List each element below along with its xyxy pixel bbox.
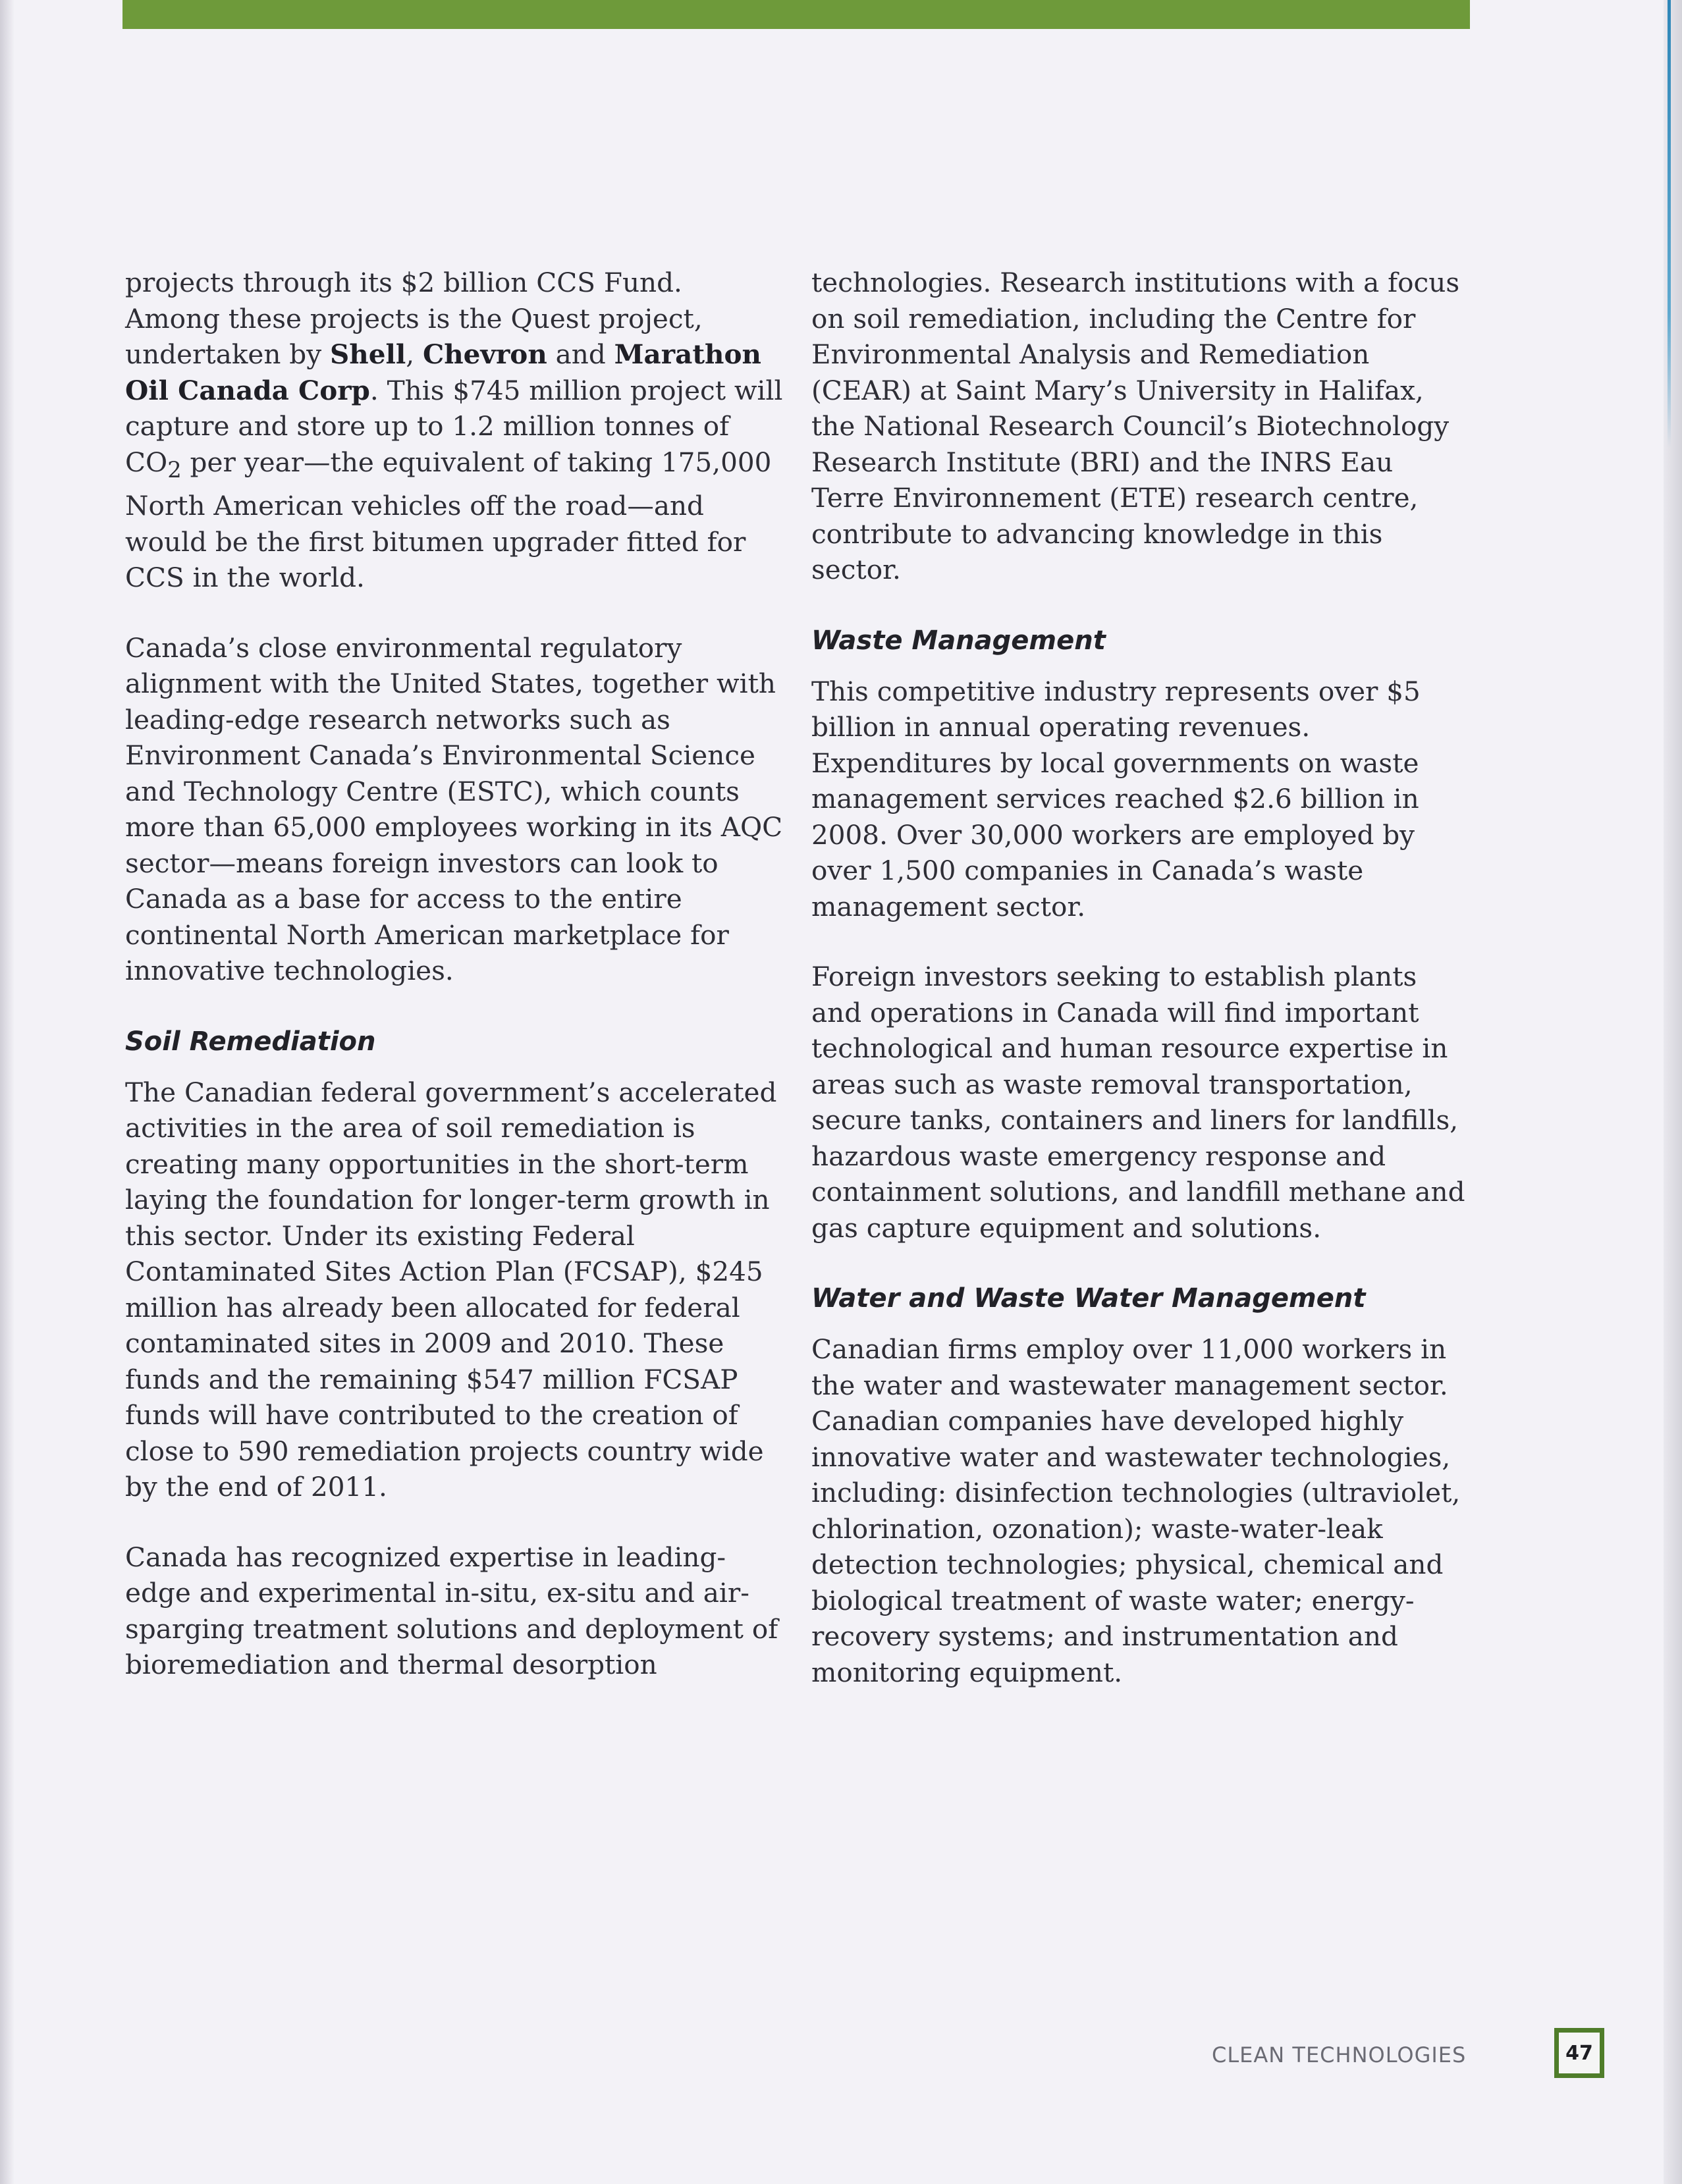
page-number: 47	[1565, 2041, 1593, 2065]
section-label: CLEAN TECHNOLOGIES	[1212, 2042, 1467, 2067]
soil-remediation-paragraph: The Canadian federal government’s accelerated activities in the area of soil remediation is creating many opportunities in the short-term laying the foundation for longer-term growth in this sector. Under its existing Federal Contaminated Sites Action Plan (FCSAP), $245 million has already been allocated for federal contaminated sites in 2009 and 2010. These funds and the remaining $547 million FCSAP funds will have contributed to the creation of close to 590 remediation projects country wide by the end of 2011.	[125, 1076, 777, 1503]
research-institutions-paragraph: technologies. Research institutions with a focus on soil remediation, including the Centre for Environmental Analysis and Remediation (CEAR) at Saint Mary’s University in Halifax, the National Research Council’s Biotechnology Research Institute (BRI) and the INRS Eau Terre Environnement (ETE) research centre, contribute to advancing knowledge in this sector.	[811, 267, 1460, 585]
waste-industry-paragraph: This competitive industry represents over $5 billion in annual operating revenues. Expenditures by local governments on waste management services reached $2.6 billion in 2008. Over 30,000 workers are employed by over 1,500 companies in Canada’s waste management sector.	[811, 675, 1421, 922]
page-right-edge	[1664, 0, 1682, 2184]
waste-management-heading: Waste Management	[811, 625, 1106, 656]
soil-remediation-heading: Soil Remediation	[125, 1026, 376, 1057]
regulatory-alignment-paragraph: Canada’s close environmental regulatory alignment with the United States, together with leading-edge research networks such as Environment Canada’s Environmental Science and Technology Centre (ESTC), which counts more than 65,000 employees working in its AQC sector—means foreign investors can look to Canada as a base for access to the entire continental North American marketplace for innovative technologies.	[125, 631, 783, 987]
soil-expertise-paragraph: Canada has recognized expertise in leading-edge and experimental in-situ, ex-situ and air-sparging treatment solutions and deployment of bioremediation and thermal desorption	[125, 1541, 778, 1681]
page-number-box	[1554, 2028, 1604, 2078]
page-gutter-shadow	[0, 0, 14, 2184]
waste-investors-paragraph: Foreign investors seeking to establish plants and operations in Canada will find important technological and human resource expertise in areas such as waste removal transportation, secure tanks, containers and liners for landfills, hazardous waste emergency response and containment solutions, and landfill methane and gas capture equipment and solutions.	[811, 961, 1465, 1244]
text-segment: ,	[406, 338, 423, 370]
edge-blue-stripe	[1668, 0, 1671, 448]
company-name: Marathon Oil Canada Corp	[125, 338, 761, 406]
header-accent-bar	[122, 0, 1470, 29]
quest-project-paragraph	[125, 265, 784, 596]
text-segment: . This $745 million project will capture and store up to 1.2 million tonnes of CO	[125, 374, 783, 478]
water-management-heading: Water and Waste Water Management	[811, 1283, 1366, 1314]
left-column	[125, 265, 784, 1717]
text-segment: and	[547, 338, 614, 370]
right-column	[811, 265, 1470, 1724]
text-segment: projects through its $2 billion CCS Fund. Among these projects is the Quest project, undertaken by	[125, 267, 703, 370]
company-name: Chevron	[422, 338, 547, 370]
text-segment: per year—the equivalent of taking 175,000 North American vehicles off the road—and would be the first bitumen upgrader fitted for CCS in the world.	[125, 446, 772, 594]
company-name: Shell	[330, 338, 406, 370]
subscript-text: 2	[167, 456, 182, 483]
water-management-paragraph: Canadian firms employ over 11,000 workers in the water and wastewater management sector. Canadian companies have developed highly innovative water and wastewater technologies, including: disinfection technologies (ultraviolet, chlorination, ozonation); waste-water-leak detection technologies; physical, chemical and biological treatment of waste water; energy-recovery systems; and instrumentation and monitoring equipment.	[811, 1333, 1461, 1688]
